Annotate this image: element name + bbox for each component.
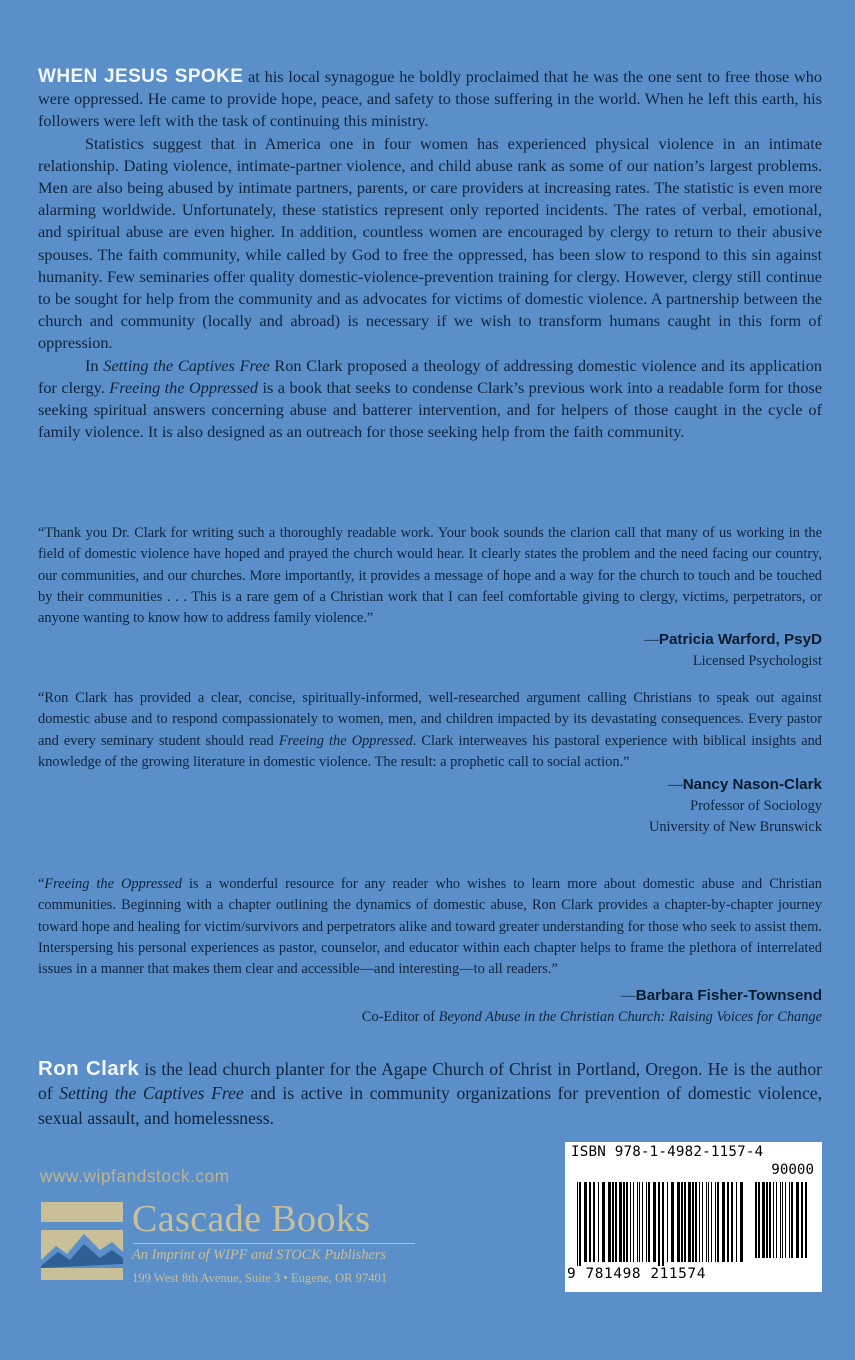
- barcode-bar: [695, 1182, 697, 1262]
- barcode-bar: [702, 1182, 703, 1262]
- barcode-bar: [681, 1182, 683, 1262]
- barcode-bar: [722, 1182, 725, 1262]
- barcode-bar: [671, 1182, 674, 1262]
- barcode-bar: [608, 1182, 611, 1262]
- barcode-bar: [579, 1182, 581, 1266]
- endorser-name: Patricia Warford, PsyD: [658, 631, 822, 649]
- endorser-role: Professor of Sociology: [690, 798, 822, 815]
- barcode-bar: [796, 1182, 799, 1258]
- barcode-bar: [619, 1182, 622, 1262]
- barcode-bar: [677, 1182, 680, 1262]
- barcode-bar: [801, 1182, 803, 1258]
- barcode-bar: [782, 1182, 783, 1258]
- barcode-bar: [623, 1182, 625, 1262]
- cascade-books-logo-icon: [40, 1200, 124, 1282]
- barcode-bar: [633, 1182, 634, 1262]
- isbn-text: ISBN 978-1-4982-1157-4: [571, 1144, 764, 1160]
- barcode-bar: [642, 1182, 643, 1262]
- isbn-barcode: [565, 1142, 822, 1292]
- barcode-bar: [785, 1182, 786, 1258]
- attribution-dash: —: [643, 632, 659, 649]
- endorsement-text-a: “: [38, 876, 45, 892]
- intro-paragraph-1-text: at his local synagogue he boldly proclaimed that he was the one sent to free those who were oppressed. He came to provide hope, peace, and safety to those suffering in the world. When he left this earth, his followers were left with the task of continuing this ministry.: [38, 67, 822, 131]
- endorser-name: Nancy Nason-Clark: [682, 776, 822, 794]
- barcode-bar: [615, 1182, 617, 1262]
- barcode-bar: [639, 1182, 640, 1262]
- barcode-bar: [715, 1182, 716, 1262]
- barcode-bar: [789, 1182, 790, 1258]
- barcode-bar: [758, 1182, 760, 1258]
- ean-number: 9 781498 211574: [567, 1266, 706, 1282]
- endorsement-text: [38, 874, 822, 980]
- barcode-bar: [766, 1182, 768, 1258]
- barcode-bar: [630, 1182, 631, 1262]
- attribution-dash: —: [667, 777, 683, 794]
- author-bio-text-a: is the lead church planter for the Agape Church of Christ in Portland, Oregon. He is the author of: [38, 1059, 822, 1104]
- barcode-bar: [602, 1182, 605, 1262]
- barcode-bar: [626, 1182, 628, 1262]
- endorsement-attribution: [38, 629, 822, 672]
- barcode-bar: [658, 1182, 660, 1266]
- barcode-bar: [662, 1182, 664, 1266]
- endorser-book-title: Beyond Abuse in the Christian Church: Raising Voices for Change: [438, 1009, 822, 1026]
- barcode-bar: [584, 1182, 587, 1262]
- barcode-bar: [805, 1182, 807, 1258]
- book-title-oppressed: Freeing the Oppressed: [109, 377, 259, 397]
- attribution-dash: —: [620, 988, 636, 1005]
- barcode-bar: [593, 1182, 595, 1262]
- endorsement-fisher-townsend: [38, 874, 822, 1028]
- endorsement-text-b: . Clark interweaves his pastoral experience with biblical insights and knowledge of the growing literature in domestic violence. The result: a prophetic call to social action.”: [38, 732, 822, 770]
- barcode-bar: [598, 1182, 599, 1262]
- barcode-bar: [646, 1182, 647, 1262]
- endorsement-book-title: Freeing the Oppressed: [44, 876, 182, 892]
- barcode-bar: [667, 1182, 668, 1262]
- endorsement-book-title: Freeing the Oppressed: [278, 732, 413, 749]
- intro-p3-text-a: In: [85, 355, 104, 375]
- barcode-bar: [791, 1182, 793, 1258]
- endorser-role: Licensed Psychologist: [692, 653, 822, 670]
- endorser-role: [38, 1007, 822, 1028]
- barcode-bar: [727, 1182, 729, 1262]
- barcode-bars: [577, 1182, 813, 1266]
- barcode-bar: [612, 1182, 614, 1262]
- book-title-captives: Setting the Captives Free: [103, 355, 270, 375]
- barcode-bar: [740, 1182, 743, 1262]
- back-cover-blurb: [38, 66, 822, 443]
- intro-p3-text-c: is a book that seeks to condense Clark’s previous work into a readable form for those seeking spiritual answers concerning abuse and batterer intervention, and for helpers of those caught in the cycle of family violence. It is also designed as an outreach for those seeking help from the faith community.: [38, 377, 822, 442]
- barcode-bar: [755, 1182, 757, 1258]
- publisher-website-link[interactable]: www.wipfandstock.com: [40, 1166, 230, 1186]
- intro-paragraph-1: [38, 66, 822, 133]
- publisher-imprint: An Imprint of WIPF and STOCK Publishers: [132, 1247, 386, 1263]
- author-bio: [38, 1057, 822, 1130]
- barcode-bar: [648, 1182, 650, 1262]
- intro-paragraph-2: Statistics suggest that in America one in four women has experienced physical violence in an intimate relationship. Dating violence, intimate-partner violence, and child abuse rank as some of our nation’s largest problems. Men are also being abused by intimate partners, parents, or care providers at increasing rates. The statistic is even more alarming worldwide. Unfortunately, these statistics represent only reported incidents. The rates of verbal, emotional, and spiritual abuse are even higher. In addition, countless women are encouraged by clergy to return to their abusive spouses. The faith community, while called by God to free the oppressed, has been slow to respond to this sin against humanity. Few seminaries offer quality domestic-violence-prevention training for clergy. However, clergy still continue to be sought for help from the community and as advocates for victims of domestic violence. A partnership between the church and community (locally and abroad) is necessary if we wish to transform humans caught in this form of oppression.: [38, 133, 822, 353]
- endorsement-text: “Thank you Dr. Clark for writing such a thoroughly readable work. Your book sounds the clarion call that many of us working in the field of domestic violence have hoped and prayed the church would hear. It clearly states the problem and the need facing our country, our communities, and our churches. More importantly, it provides a message of hope and a way for the church to touch and be touched by their communities . . . This is a rare gem of a Christian work that I can feel comfortable giving to clergy, victims, perpetrators, or anyone wanting to know how to address family violence.”: [38, 525, 822, 627]
- intro-p3-text-b: Ron Clark proposed a theology of addressing domestic violence and its application for clergy.: [38, 355, 822, 397]
- publisher-name: Cascade Books: [132, 1198, 371, 1240]
- barcode-bar: [653, 1182, 656, 1262]
- barcode-bar: [699, 1182, 700, 1262]
- barcode-bar: [762, 1182, 765, 1258]
- endorser-affiliation: University of New Brunswick: [648, 819, 822, 836]
- endorsement-attribution: [38, 774, 822, 838]
- barcode-bar: [577, 1182, 578, 1266]
- intro-lead: WHEN JESUS SPOKE: [38, 66, 244, 87]
- publisher-divider: [133, 1243, 415, 1244]
- barcode-bar: [717, 1182, 719, 1262]
- publisher-address: 199 West 8th Avenue, Suite 3 • Eugene, OR 97401: [132, 1271, 388, 1285]
- intro-paragraph-3: [38, 355, 822, 444]
- barcode-bar: [769, 1182, 771, 1258]
- author-book-title: Setting the Captives Free: [59, 1083, 244, 1104]
- endorsement-text: [38, 688, 822, 773]
- barcode-bar: [776, 1182, 777, 1258]
- endorsement-warford: [38, 523, 822, 672]
- endorsement-attribution: [38, 985, 822, 1028]
- barcode-bar: [637, 1182, 638, 1262]
- barcode-bar: [684, 1182, 686, 1262]
- barcode-bar: [731, 1182, 733, 1262]
- endorsement-text-a: “Ron Clark has provided a clear, concise, spiritually-informed, well-researched argument calling Christians to speak out against domestic abuse and to respond compassionately to women, men, and children impacted by its devastating consequences. Every pastor and every seminary student should read: [38, 690, 822, 749]
- endorser-name: Barbara Fisher-Townsend: [635, 987, 822, 1005]
- endorser-role-prefix: Co-Editor of: [361, 1009, 439, 1026]
- author-bio-text-b: and is active in community organizations for prevention of domestic violence, sexual assault, and homelessness.: [38, 1083, 822, 1128]
- author-name: Ron Clark: [38, 1057, 140, 1080]
- barcode-bar: [773, 1182, 774, 1258]
- endorsement-text-b: is a wonderful resource for any reader who wishes to learn more about domestic abuse and Christian communities. Beginning with a chapter outlining the dynamics of domestic abuse, Ron Clark provides a chapter-by-chapter journey toward hope and healing for victim/survivors and perpetrators alike and toward greater understanding for those who seek to assist them. Interspersing his personal experiences as pastor, counselor, and educator within each chapter helps to frame the plethora of interrelated issues in a manner that makes them clear and accessible—and interesting—to all readers.”: [38, 876, 822, 978]
- barcode-bar: [688, 1182, 691, 1262]
- price-addon-text: 90000: [771, 1162, 814, 1178]
- barcode-bar: [708, 1182, 709, 1262]
- barcode-bar: [589, 1182, 591, 1262]
- endorsement-nason-clark: [38, 688, 822, 838]
- barcode-bar: [780, 1182, 781, 1258]
- barcode-bar: [736, 1182, 737, 1262]
- barcode-bar: [706, 1182, 707, 1262]
- barcode-bar: [692, 1182, 694, 1262]
- barcode-bar: [711, 1182, 712, 1262]
